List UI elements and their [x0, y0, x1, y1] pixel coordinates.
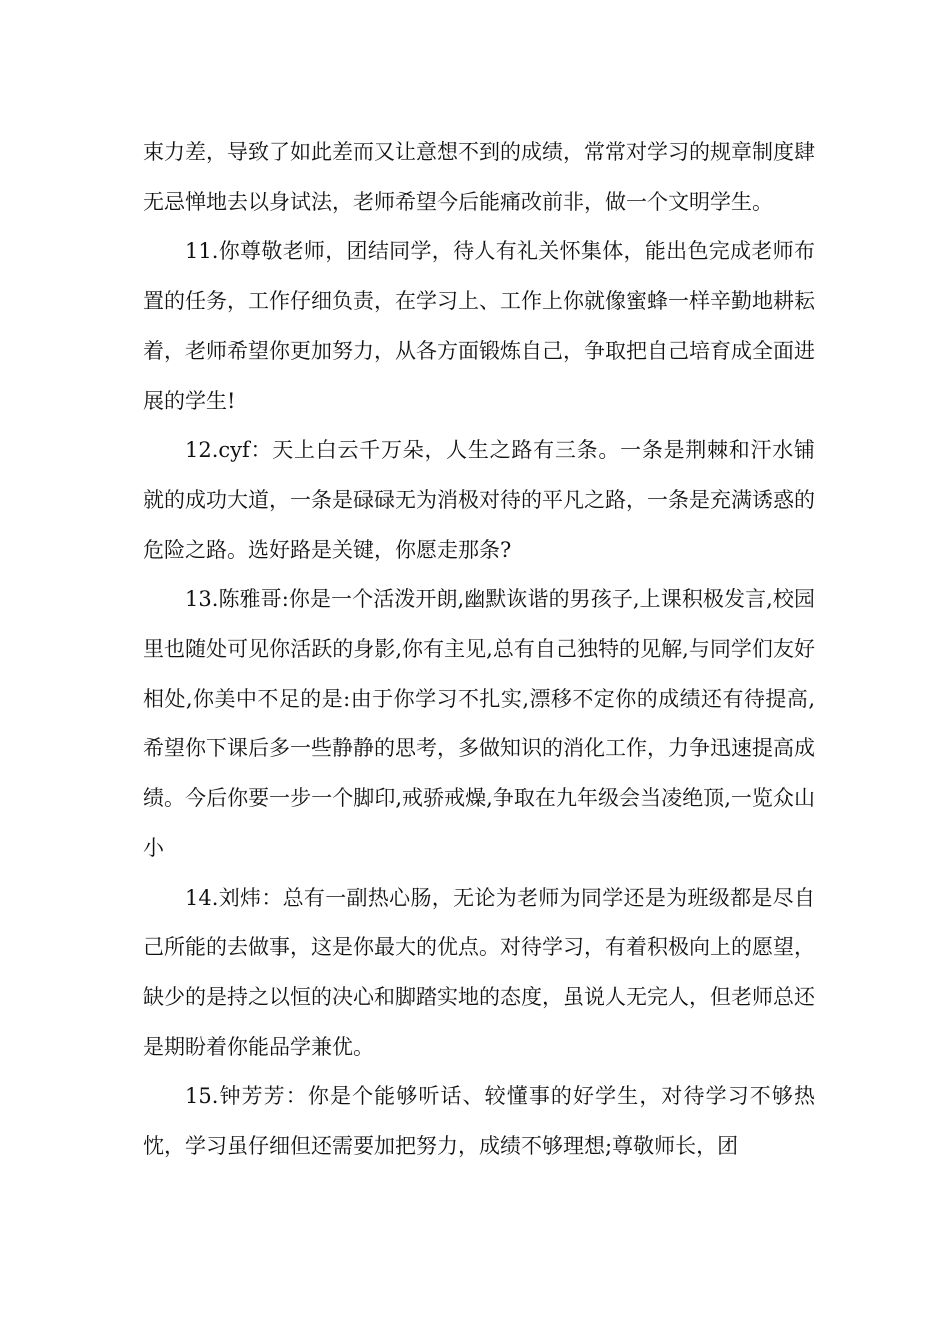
document-body — [143, 128, 815, 1172]
paragraph-comment-13: 13.陈雅哥:你是一个活泼开朗,幽默诙谐的男孩子,上课积极发言,校园里也随处可见你活跃的身影,你有主见,总有自己独特的见解,与同学们友好相处,你美中不足的是:由于你学习不扎实,漂移不定你的成绩还有待提高,希望你下课后多一些静静的思考，多做知识的消化工作，力争迅速提高成绩。今后你要一步一个脚印,戒骄戒燥,争取在九年级会当凌绝顶,一览众山小 — [143, 587, 815, 860]
paragraph-continuation: 束力差，导致了如此差而又让意想不到的成绩，常常对学习的规章制度肆无忌惮地去以身试法，老师希望今后能痛改前非，做一个文明学生。 — [143, 140, 815, 214]
paragraph-comment-15: 15.钟芳芳：你是个能够听话、较懂事的好学生，对待学习不够热忱，学习虽仔细但还需要加把努力，成绩不够理想;尊敬师长，团 — [143, 1084, 815, 1159]
paragraph-comment-12: 12.cyf：天上白云千万朵，人生之路有三条。一条是荆棘和汗水铺就的成功大道，一条是碌碌无为消极对待的平凡之路，一条是充满诱惑的危险之路。选好路是关键，你愿走那条? — [143, 438, 815, 562]
paragraph-comment-11: 11.你尊敬老师，团结同学，待人有礼关怀集体，能出色完成老师布置的任务，工作仔细负责，在学习上、工作上你就像蜜蜂一样辛勤地耕耘着，老师希望你更加努力，从各方面锻炼自己，争取把自己培育成全面进展的学生! — [143, 239, 815, 413]
paragraph-comment-14: 14.刘炜：总有一副热心肠，无论为老师为同学还是为班级都是尽自己所能的去做事，这是你最大的优点。对待学习，有着积极向上的愿望，缺少的是持之以恒的决心和脚踏实地的态度，虽说人无完人，但老师总还是期盼着你能品学兼优。 — [143, 885, 815, 1059]
